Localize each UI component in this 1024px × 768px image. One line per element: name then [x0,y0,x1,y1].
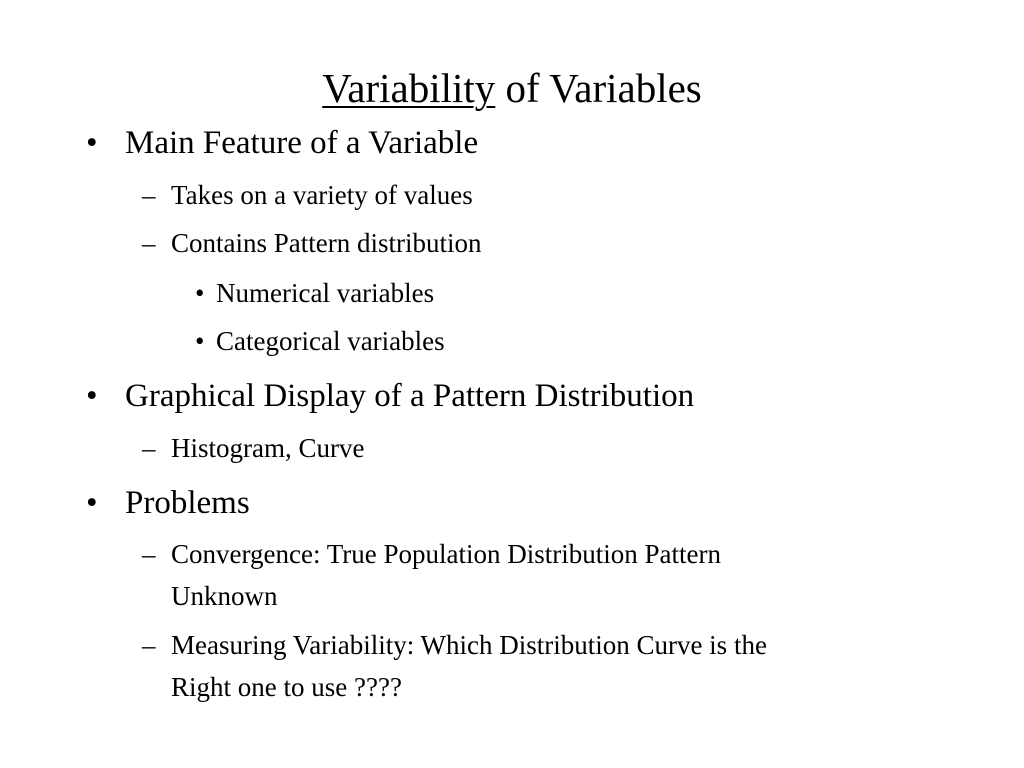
dash-marker: – [142,228,156,258]
dash-marker: – [142,630,156,660]
dash-marker: – [142,433,156,463]
slide-title-rest: of Variables [495,65,702,111]
sub-item-text: Contains Pattern distribution [171,228,482,258]
sub-sub-item-text: Numerical variables [216,278,435,308]
sub-sub-item-text: Categorical variables [216,326,445,356]
slide-title-underlined: Variability [322,65,496,111]
bullet-marker: • [195,278,205,308]
bullet-text: Problems [125,485,250,521]
bullet-marker: • [86,485,98,521]
bullet-text: Graphical Display of a Pattern Distribution [125,378,695,414]
bullet-marker: • [86,378,98,414]
sub-item-text: Measuring Variability: Which Distribution Curve is the [171,630,767,660]
sub-item-text: Histogram, Curve [171,433,365,463]
sub-item-text: Right one to use ???? [171,672,402,702]
dash-marker: – [142,180,156,210]
sub-item-text: Unknown [171,581,278,611]
bullet-text: Main Feature of a Variable [125,125,479,161]
bullet-marker: • [86,125,98,161]
dash-marker: – [142,539,156,569]
bullet-marker: • [195,326,205,356]
sub-item-text: Takes on a variety of values [171,180,473,210]
sub-item-text: Convergence: True Population Distribution Pattern [171,539,721,569]
